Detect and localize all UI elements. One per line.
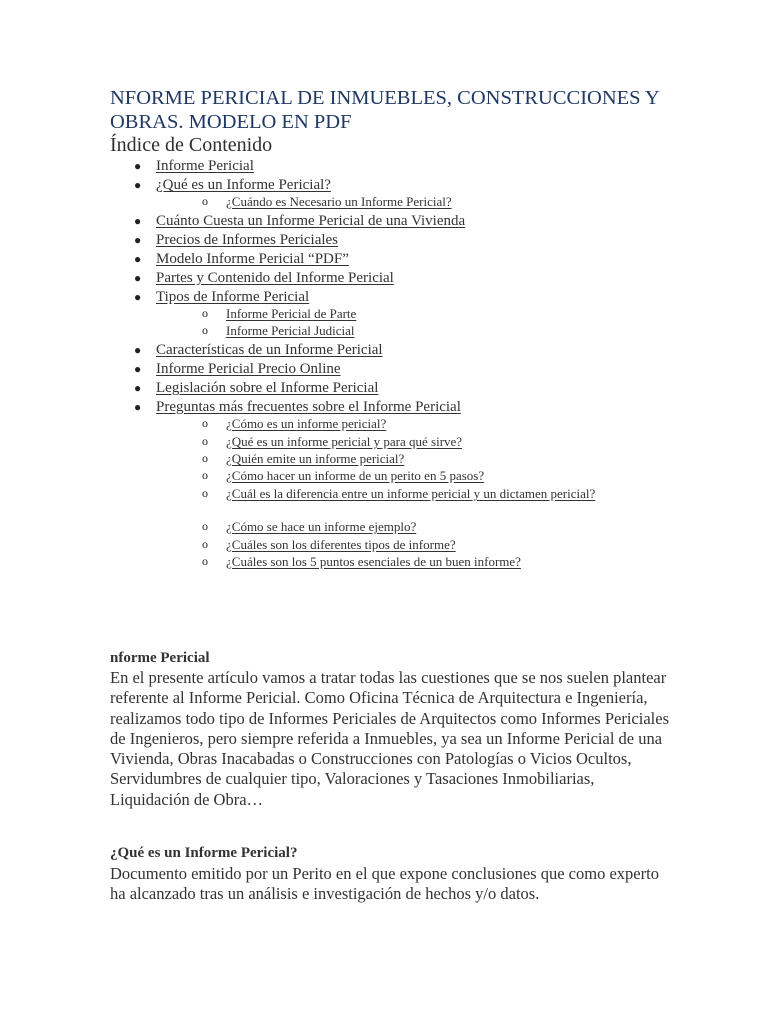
sub-bullet-icon: o — [202, 416, 208, 430]
index-heading: Índice de Contenido — [110, 134, 273, 156]
toc-item — [134, 288, 310, 306]
sub-bullet-icon: o — [202, 323, 208, 337]
toc-item — [134, 212, 466, 230]
section-heading: nforme Pericial — [110, 650, 210, 666]
toc-subitem — [202, 451, 405, 467]
toc-sublink[interactable]: ¿Cuáles son los 5 puntos esenciales de un buen informe? — [226, 554, 521, 569]
toc-sublink[interactable]: ¿Cuál es la diferencia entre un informe pericial y un dictamen pericial? — [226, 486, 596, 501]
sub-bullet-icon: o — [202, 451, 208, 465]
toc-sublink[interactable]: Informe Pericial Judicial — [226, 323, 355, 338]
toc-sublink[interactable]: ¿Qué es un informe pericial y para qué sirve? — [226, 434, 463, 449]
section-paragraph: En el presente artículo vamos a tratar todas las cuestiones que se nos suelen plantear referente al Informe Pericial. Como Oficina Técnica de Arquitectura e Ingeniería, realizamos todo tipo de Informes Periciales de Arquitectos como Informes Periciales de Ingenieros, pero siempre referida a Inmuebles, ya sea un Informe Pericial de una Vivienda, Obras Inacabadas o Construcciones con Patologías o Vicios Ocultos, Servidumbres de cualquier tipo, Valoraciones y Tasaciones Inmobiliarias, Liquidación de Obra… — [110, 668, 669, 809]
bullet-icon: ● — [134, 290, 142, 304]
toc-item — [134, 269, 394, 287]
document-title: NFORME PERICIAL DE INMUEBLES, CONSTRUCCIONES Y OBRAS. MODELO EN PDF — [110, 87, 659, 133]
bullet-icon: ● — [134, 159, 142, 173]
toc-link[interactable]: Tipos de Informe Pericial — [156, 289, 310, 305]
toc-sublink[interactable]: ¿Cómo es un informe pericial? — [226, 416, 387, 431]
sub-bullet-icon: o — [202, 194, 208, 208]
toc-subitem — [202, 434, 463, 450]
toc-subitem — [202, 306, 357, 322]
bullet-icon: ● — [134, 362, 142, 376]
toc-link[interactable]: Cuánto Cuesta un Informe Pericial de una Vivienda — [156, 213, 466, 229]
toc-subitem — [202, 416, 387, 432]
toc-link[interactable]: Partes y Contenido del Informe Pericial — [156, 270, 394, 286]
toc-subitem — [202, 554, 521, 570]
section-paragraph: Documento emitido por un Perito en el que expone conclusiones que como experto ha alcanzado tras un análisis e investigación de hechos y/o datos. — [110, 864, 659, 904]
sub-bullet-icon: o — [202, 486, 208, 500]
toc-item — [134, 379, 379, 397]
toc-item — [134, 360, 341, 378]
bullet-icon: ● — [134, 233, 142, 247]
toc-item — [134, 231, 339, 249]
toc-subitem — [202, 486, 626, 502]
toc-link[interactable]: ¿Qué es un Informe Pericial? — [156, 177, 331, 193]
toc-sublink[interactable]: ¿Cuándo es Necesario un Informe Pericial? — [226, 194, 452, 209]
bullet-icon: ● — [134, 381, 142, 395]
bullet-icon: ● — [134, 271, 142, 285]
toc-sublink[interactable]: ¿Cuáles son los diferentes tipos de informe? — [226, 537, 456, 552]
sub-bullet-icon: o — [202, 554, 208, 568]
section-heading: ¿Qué es un Informe Pericial? — [110, 845, 298, 861]
toc-link[interactable]: Modelo Informe Pericial “PDF” — [156, 251, 349, 267]
toc-sublink[interactable]: ¿Quién emite un informe pericial? — [226, 451, 405, 466]
toc-link[interactable]: Características de un Informe Pericial — [156, 342, 383, 358]
toc-subitem — [202, 323, 355, 339]
toc-link[interactable]: Informe Pericial Precio Online — [156, 361, 341, 377]
sub-bullet-icon: o — [202, 519, 208, 533]
toc-subitem — [202, 468, 485, 484]
toc-sublink[interactable]: ¿Cómo hacer un informe de un perito en 5 pasos? — [226, 468, 485, 483]
toc-item — [134, 176, 331, 194]
toc-subitem — [202, 519, 417, 535]
sub-bullet-icon: o — [202, 434, 208, 448]
toc-link[interactable]: Legislación sobre el Informe Pericial — [156, 380, 379, 396]
toc-item — [134, 250, 349, 268]
toc-item — [134, 157, 254, 175]
bullet-icon: ● — [134, 343, 142, 357]
toc-link[interactable]: Precios de Informes Periciales — [156, 232, 339, 248]
toc-link[interactable]: Preguntas más frecuentes sobre el Informe Pericial — [156, 399, 461, 415]
bullet-icon: ● — [134, 178, 142, 192]
toc-link[interactable]: Informe Pericial — [156, 158, 254, 174]
sub-bullet-icon: o — [202, 537, 208, 551]
toc-item — [134, 341, 383, 359]
sub-bullet-icon: o — [202, 306, 208, 320]
toc-sublink[interactable]: ¿Cómo se hace un informe ejemplo? — [226, 519, 417, 534]
bullet-icon: ● — [134, 400, 142, 414]
toc-subitem — [202, 537, 456, 553]
bullet-icon: ● — [134, 252, 142, 266]
sub-bullet-icon: o — [202, 468, 208, 482]
toc-subitem — [202, 194, 452, 210]
bullet-icon: ● — [134, 214, 142, 228]
toc-item — [134, 398, 461, 416]
toc-sublink[interactable]: Informe Pericial de Parte — [226, 306, 357, 321]
